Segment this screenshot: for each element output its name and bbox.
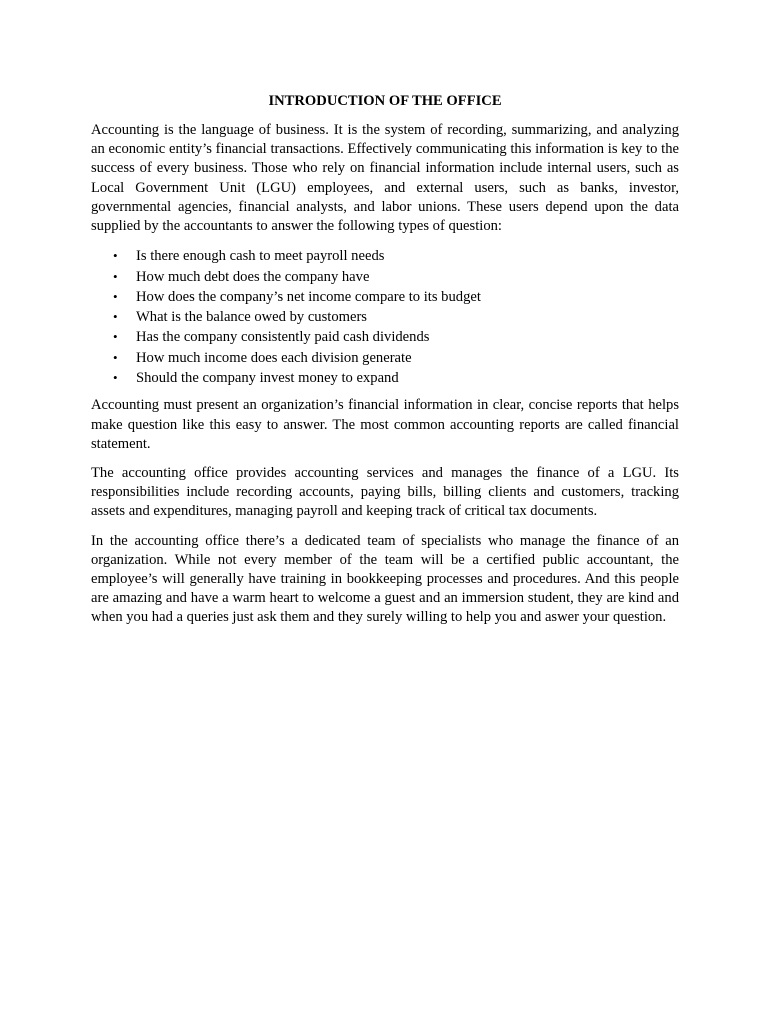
bullet-icon: • [113, 248, 118, 264]
list-item-text: What is the balance owed by customers [136, 309, 367, 326]
list-item [91, 307, 679, 327]
list-item [91, 368, 679, 388]
list-item [91, 267, 679, 287]
question-list [91, 246, 679, 388]
list-item [91, 348, 679, 368]
list-item-text: How does the company’s net income compare to its budget [136, 288, 481, 305]
list-item [91, 327, 679, 347]
list-item-text: Is there enough cash to meet payroll needs [136, 248, 385, 265]
list-item-text: Should the company invest money to expand [136, 370, 399, 386]
list-item [91, 287, 679, 307]
document-title: INTRODUCTION OF THE OFFICE [268, 93, 502, 109]
bullet-icon: • [113, 329, 118, 345]
bullet-icon: • [113, 309, 118, 325]
paragraph-intro: Accounting is the language of business. It is the system of recording, summarizing, and analyzing an economic entity’s financial transactions. Effectively communicating this information is key to the success of every business. Those who rely on financial information include internal users, such as Local Government Unit (LGU) employees, and external users, such as banks, investor, governmental agencies, financial analysts, and labor unions. These users depend upon the data supplied by the accountants to answer the following types of question: [91, 122, 679, 235]
list-item-text: How much income does each division generate [136, 349, 412, 366]
paragraph-office-services: The accounting office provides accounting services and manages the finance of a LGU. Its responsibilities include recording accounts, paying bills, billing clients and customers, tracking assets and expenditures, managing payroll and keeping track of critical tax documents. [91, 464, 679, 520]
bullet-icon: • [113, 349, 118, 365]
list-item-text: How much debt does the company have [136, 268, 370, 285]
bullet-icon: • [113, 370, 118, 385]
bullet-icon: • [113, 268, 118, 284]
bullet-icon: • [113, 288, 118, 304]
list-item [91, 246, 679, 266]
paragraph-team: In the accounting office there’s a dedicated team of specialists who manage the finance of an organization. While not every member of the team will be a certified public accountant, the employee’s will generally have training in bookkeeping processes and procedures. And this people are amazing and have a warm heart to welcome a guest and an immersion student, they are kind and when you had a queries just ask them and they surely willing to help you and aswer your question. [91, 532, 679, 626]
paragraph-reports: Accounting must present an organization’s financial information in clear, concise reports that helps make question like this easy to answer. The most common accounting reports are called financial statement. [91, 397, 679, 452]
document-body [91, 92, 679, 638]
list-item-text: Has the company consistently paid cash dividends [136, 329, 430, 346]
